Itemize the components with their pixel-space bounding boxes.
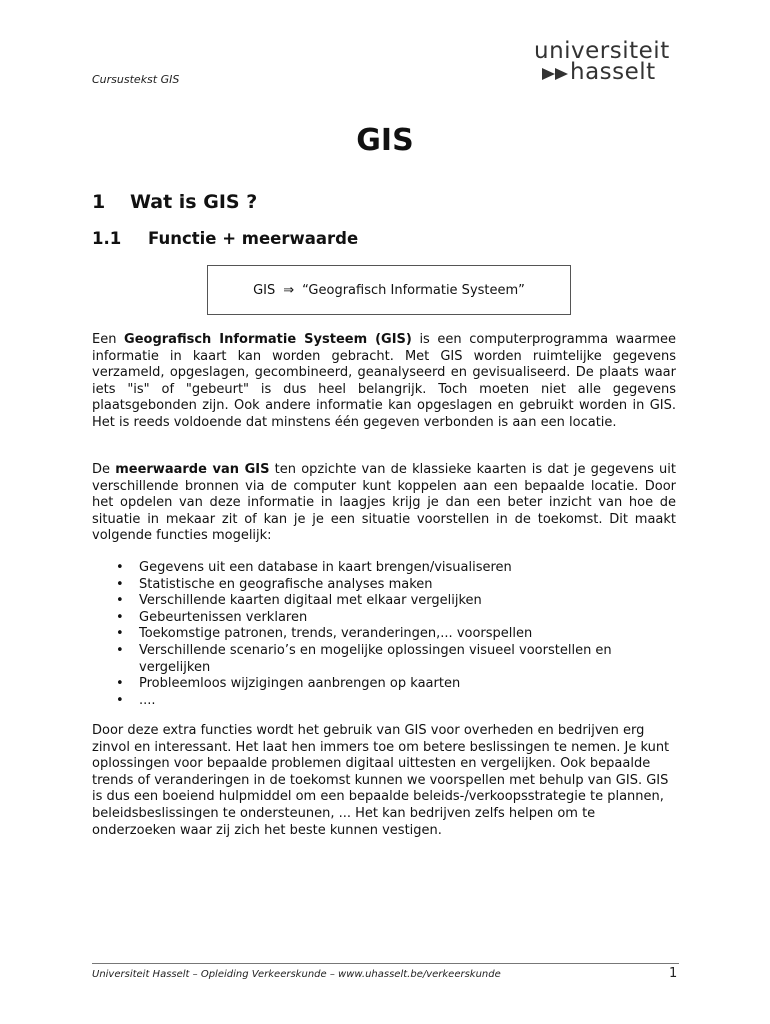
page-number: 1 xyxy=(669,966,678,981)
bullet-icon: • xyxy=(116,676,124,692)
list-item-text: Probleemloos wijzigingen aanbrengen op kaarten xyxy=(139,676,461,692)
bullet-icon: • xyxy=(116,576,124,592)
section-number: 1 xyxy=(92,191,106,213)
list-item-text: Verschillende scenario’s en mogelijke oplossingen visueel voorstellen en vergelijken xyxy=(139,642,612,675)
bullet-icon: • xyxy=(116,642,124,658)
bullet-icon: • xyxy=(116,609,124,625)
paragraph-added-value xyxy=(92,462,676,545)
definition-meaning: “Geografisch Informatie Systeem” xyxy=(302,282,525,298)
logo-arrows-icon xyxy=(542,67,572,81)
footer-text: Universiteit Hasselt – Opleiding Verkeerskunde – www.uhasselt.be/verkeerskunde xyxy=(92,969,501,980)
implies-arrow-icon: ⇒ xyxy=(283,282,295,298)
list-item xyxy=(92,577,676,594)
list-item xyxy=(92,560,676,577)
definition-term: GIS xyxy=(253,282,276,298)
list-item xyxy=(92,626,676,643)
bullet-icon: • xyxy=(116,560,124,575)
list-item-text: Statistische en geografische analyses maken xyxy=(139,576,433,592)
logo-text-line1: universiteit xyxy=(534,38,670,64)
section-heading-1 xyxy=(92,191,257,213)
section-title: Wat is GIS ? xyxy=(130,191,258,213)
university-logo xyxy=(530,38,680,84)
paragraph-intro xyxy=(92,332,676,432)
paragraph-intro-bold: Geografisch Informatie Systeem (GIS) xyxy=(124,332,412,347)
subsection-title: Functie + meerwaarde xyxy=(148,229,359,248)
subsection-heading-1-1 xyxy=(92,229,358,248)
document-title: GIS xyxy=(356,123,414,158)
list-item-text: .... xyxy=(139,692,156,708)
list-item-text: Verschillende kaarten digitaal met elkaar vergelijken xyxy=(139,593,482,609)
list-item-text: Gegevens uit een database in kaart brengen/visualiseren xyxy=(139,560,512,575)
subsection-number: 1.1 xyxy=(92,229,122,248)
list-item-text: Gebeurtenissen verklaren xyxy=(139,609,308,625)
list-item xyxy=(92,643,676,676)
functions-bullet-list xyxy=(92,560,676,709)
bullet-icon: • xyxy=(116,692,124,708)
paragraph-intro-post: is een computerprogramma waarmee informatie in kaart kan worden gebracht. Met GIS worden ruimtelijke gegevens verzameld, opgeslagen, gecombineerd, geanalyseerd en gevisualiseerd. De plaats waar iets "is" of "gebeurt" is dus heel belangrijk. Toch moeten niet alle gegevens plaatsgebonden zijn. Ook andere informatie kan opgeslagen en gebruikt worden in GIS. Het is reeds voldoende dat minstens één gegeven verbonden is aan een locatie. xyxy=(92,332,676,430)
bullet-icon: • xyxy=(116,626,124,642)
list-item-text: Toekomstige patronen, trends, veranderingen,... voorspellen xyxy=(139,626,533,642)
logo-text-line2: hasselt xyxy=(570,59,656,85)
list-item xyxy=(92,693,676,710)
paragraph-added-value-pre: De xyxy=(92,462,116,477)
paragraph-benefits: Door deze extra functies wordt het gebruik van GIS voor overheden en bedrijven erg zinvol en interessant. Het laat hen immers toe om betere beslissingen te nemen. Je kunt oplossingen voor bepaalde problemen digitaal uittesten en vergelijken. Ook bepaalde trends of veranderingen in de toekomst kunnen we voorspellen met behulp van GIS. GIS is dus een boeiend hulpmiddel om een bepaalde beleids-/verkoopsstrategie te plannen, beleidsbeslissingen te ondersteunen, ... Het kan bedrijven zelfs helpen om te onderzoeken waar zij zich het beste kunnen vestigen. xyxy=(92,723,670,838)
footer-divider xyxy=(92,963,679,964)
list-item xyxy=(92,676,676,693)
list-item xyxy=(92,593,676,610)
header-course-label: Cursustekst GIS xyxy=(92,73,180,86)
definition-box xyxy=(207,265,571,315)
bullet-icon: • xyxy=(116,593,124,609)
list-item xyxy=(92,610,676,627)
paragraph-added-value-bold: meerwaarde van GIS xyxy=(115,462,270,477)
paragraph-intro-pre: Een xyxy=(92,332,125,347)
paragraph-added-value-post: ten opzichte van de klassieke kaarten is dat je gegevens uit verschillende bronnen via de computer kunt koppelen aan een bepaalde locatie. Door het opdelen van deze informatie in laagjes krijg je dan een beter inzicht van hoe de situatie in mekaar zit of kan je je een situatie voorstellen in de toekomst. Dit maakt volgende functies mogelijk: xyxy=(92,462,677,544)
